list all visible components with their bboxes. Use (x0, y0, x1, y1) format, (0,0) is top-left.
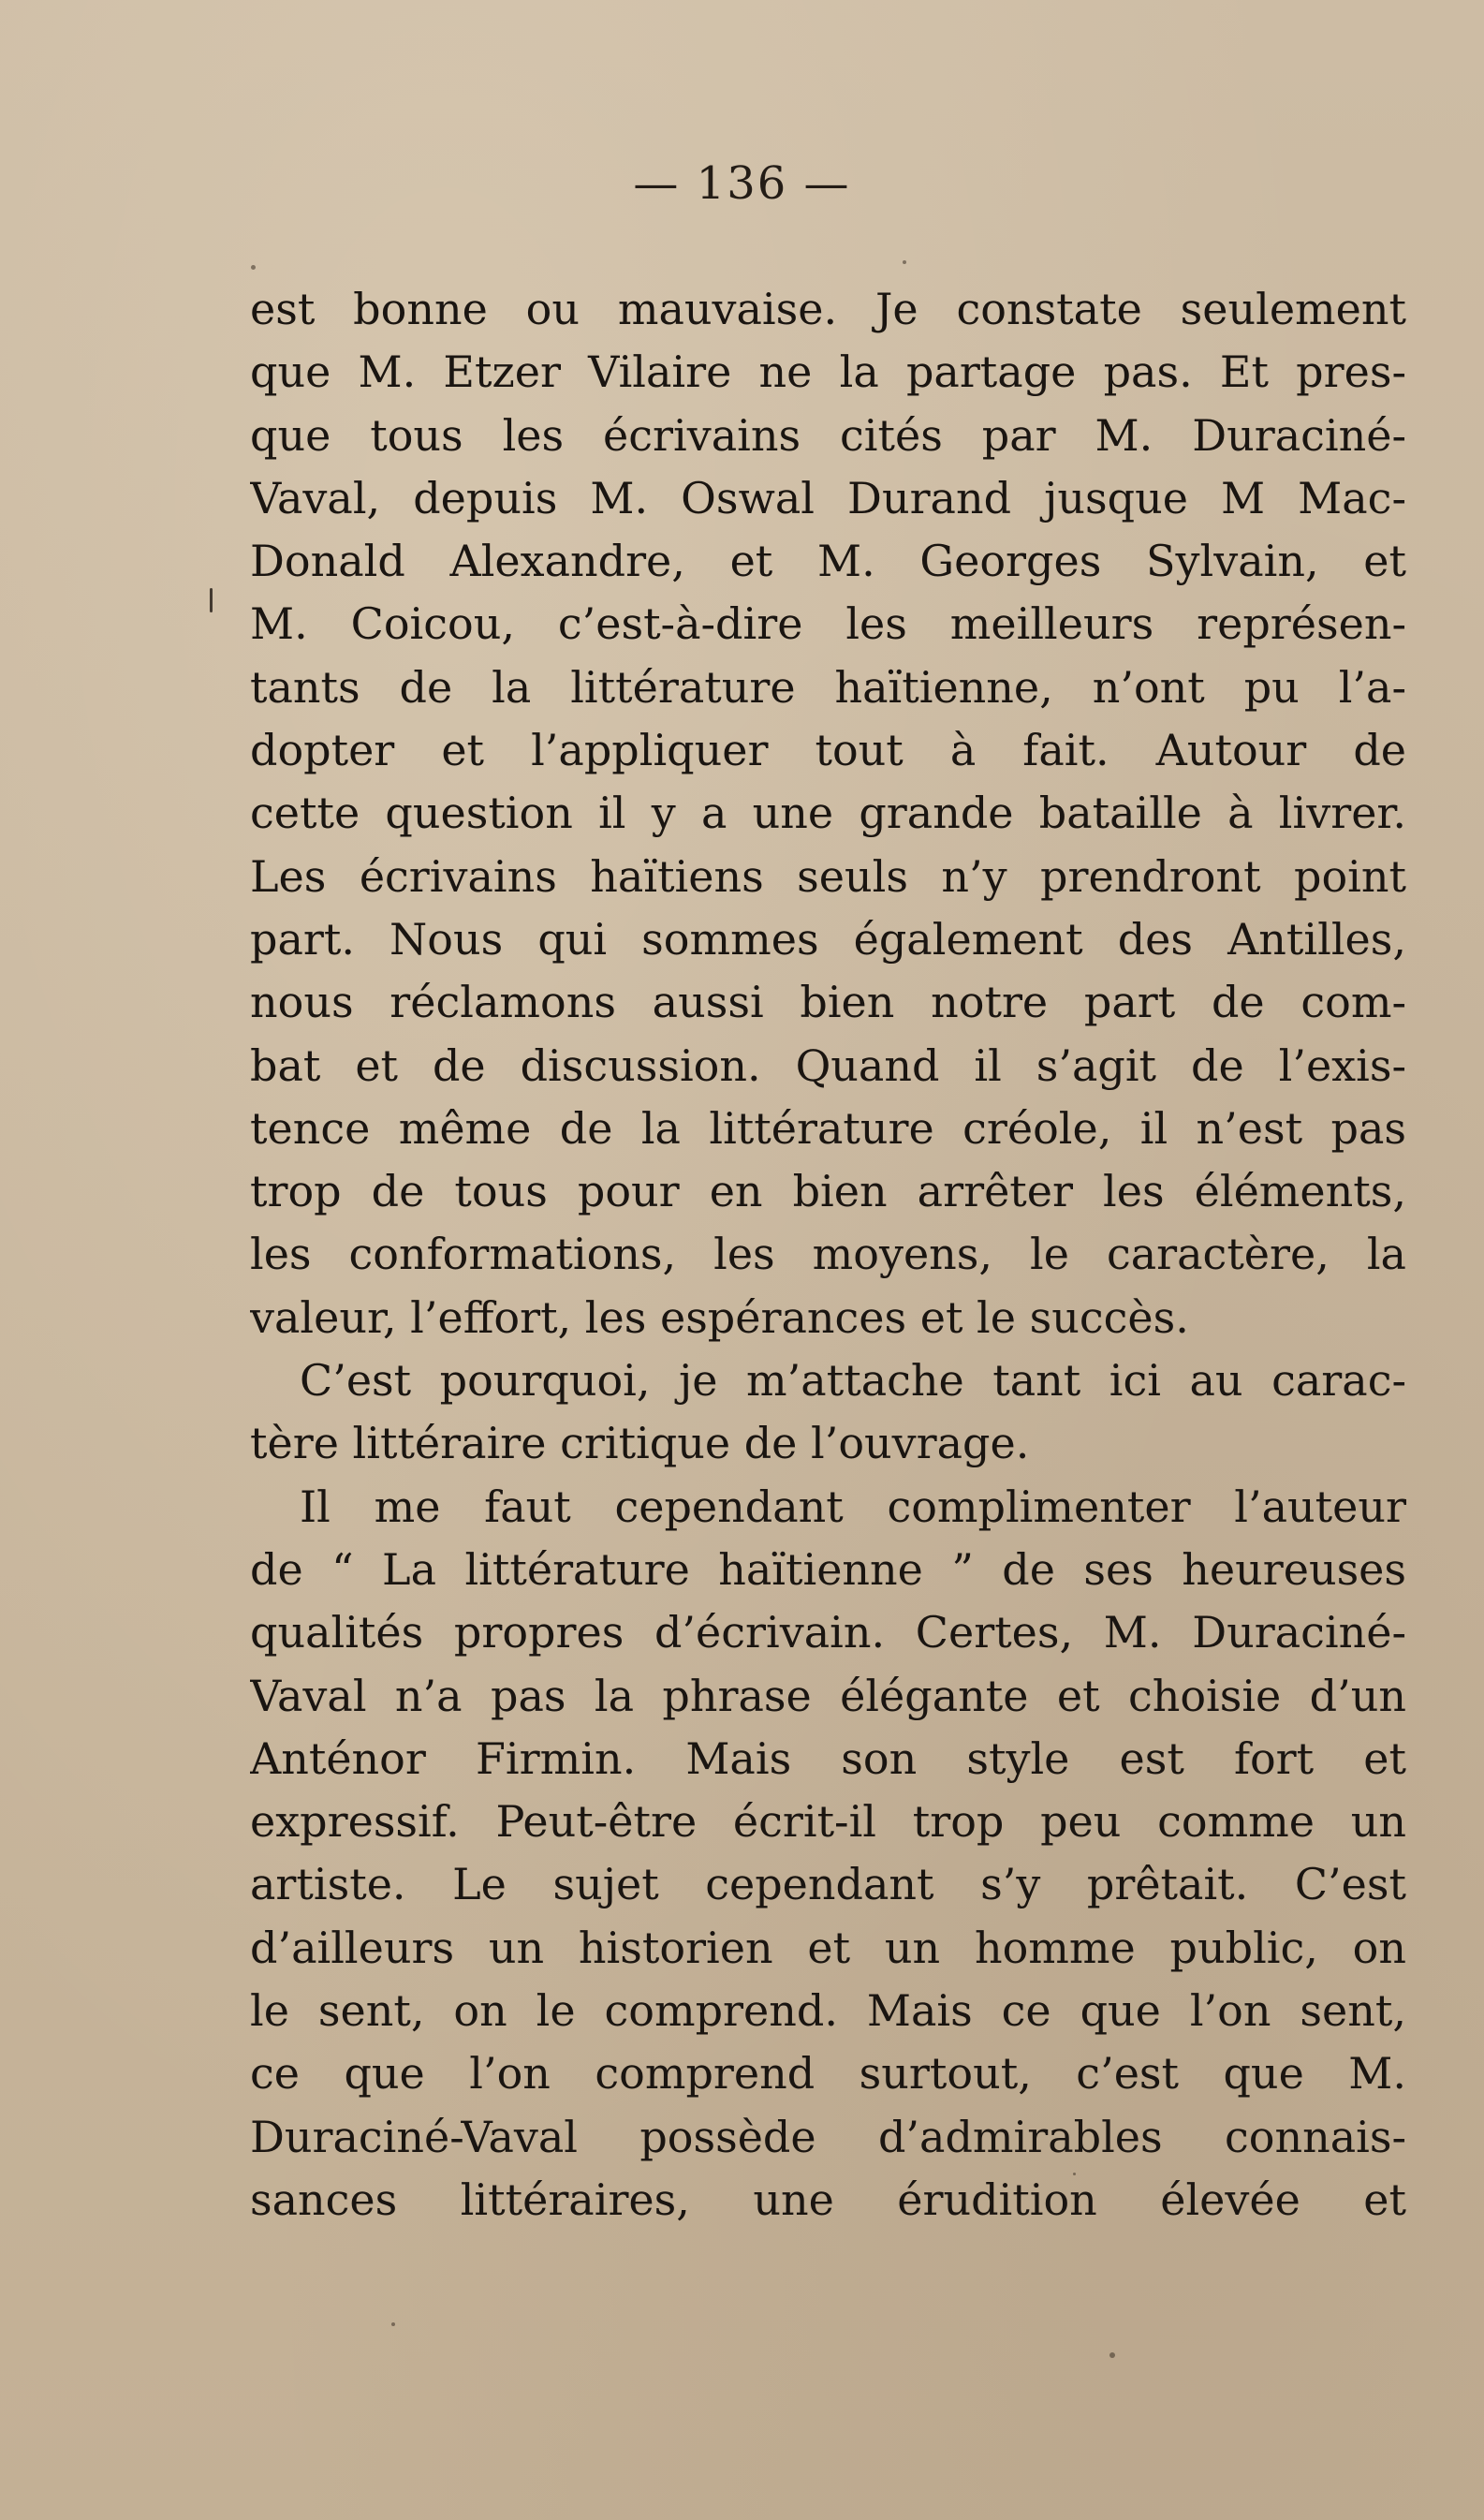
page-number: — 136 — (633, 157, 851, 210)
text-line: qualités propres d’écrivain. Certes, M. Duraciné- (250, 1607, 1406, 1658)
paper-speck (1109, 2352, 1115, 2358)
text-line: d’ailleurs un historien et un homme public, on (250, 1922, 1406, 1973)
text-line: que tous les écrivains cités par M. Duraciné- (250, 409, 1406, 461)
text-line: Vaval n’a pas la phrase élégante et choisie d’un (250, 1670, 1406, 1721)
text-line: le sent, on le comprend. Mais ce que l’on sent, (250, 1985, 1406, 2037)
text-line: les conformations, les moyens, le caractère, la (250, 1229, 1406, 1280)
text-line: bat et de discussion. Quand il s’agit de l’exis- (250, 1039, 1406, 1091)
text-line: nous réclamons aussi bien notre part de com- (250, 977, 1406, 1028)
text-line: trop de tous pour en bien arrêter les éléments, (250, 1166, 1406, 1217)
text-line: Il me faut cependant complimenter l’auteur (300, 1481, 1406, 1532)
text-line: Vaval, depuis M. Oswal Durand jusque M Mac- (250, 472, 1406, 523)
text-line: valeur, l’effort, les espérances et le succès. (250, 1291, 1189, 1343)
text-line: artiste. Le sujet cependant s’y prêtait. C’est (250, 1859, 1406, 1910)
paper-speck (903, 260, 906, 264)
text-line: Duraciné-Vaval possède d’admirables connais- (250, 2111, 1406, 2162)
text-line: ce que l’on comprend surtout, c’est que M. (250, 2048, 1406, 2100)
text-line: Donald Alexandre, et M. Georges Sylvain, et (250, 536, 1406, 587)
text-line: est bonne ou mauvaise. Je constate seulement (250, 284, 1406, 334)
text-line: que M. Etzer Vilaire ne la partage pas. Et pres- (250, 346, 1406, 398)
text-line: sances littéraires, une érudition élevée et (250, 2174, 1406, 2225)
text-line: part. Nous qui sommes également des Antilles, (250, 913, 1406, 965)
text-line: cette question il y a une grande bataille à livrer. (250, 788, 1406, 839)
paper-speck (251, 265, 256, 270)
text-line: tère littéraire critique de l’ouvrage. (250, 1418, 1030, 1469)
text-line: Les écrivains haïtiens seuls n’y prendront point (250, 850, 1406, 902)
body-text (250, 278, 1406, 2232)
text-line: C’est pourquoi, je m’attache tant ici au carac- (300, 1355, 1406, 1407)
text-line: tence même de la littérature créole, il n’est pas (250, 1102, 1406, 1154)
text-line: de “ La littérature haïtienne ” de ses heureuses (250, 1543, 1406, 1595)
text-line: dopter et l’appliquer tout à fait. Autour de (250, 725, 1406, 776)
text-line: Anténor Firmin. Mais son style est fort et (250, 1732, 1406, 1784)
text-line: expressif. Peut-être écrit-il trop peu comme un (250, 1796, 1406, 1848)
margin-mark (210, 588, 213, 612)
text-line: tants de la littérature haïtienne, n’ont pu l’a- (250, 661, 1406, 713)
text-line: M. Coicou, c’est-à-dire les meilleurs représen- (250, 598, 1406, 650)
paper-speck (391, 2322, 395, 2326)
